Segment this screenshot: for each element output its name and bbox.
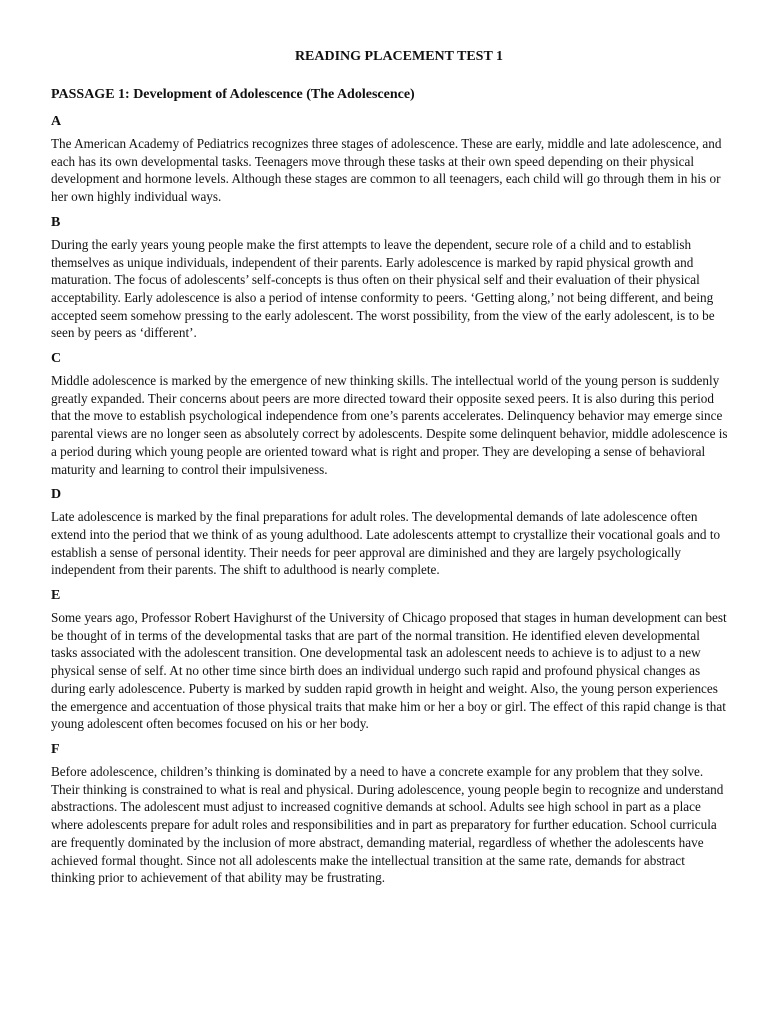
document-page: [51, 48, 729, 895]
section-paragraph: The American Academy of Pediatrics recognizes three stages of adolescence. These are early, middle and late adolescence, and each has its own developmental tasks. Teenagers move through these tasks at their own speed depending on their physical development and hormone levels. Although these stages are common to all teenagers, each child will go through them in his or her own highly individual ways.: [51, 136, 722, 205]
section-letter: D: [51, 487, 62, 503]
section-paragraph: Late adolescence is marked by the final preparations for adult roles. The developmental demands of late adolescence often extend into the period that we think of as young adulthood. Late adolescents attempt to crystallize their vocational goals and to establish a sense of personal identity. Their needs for peer approval are diminished and they are largely psychologically independent from their parents. The shift to adulthood is nearly complete.: [51, 509, 721, 578]
section-paragraph: During the early years young people make the first attempts to leave the dependent, secure role of a child and to establish themselves as unique individuals, independent of their parents. Early adolescence is marked by rapid physical growth and maturation. The focus of adolescents’ self-concepts is thus often on their physical self and their evaluation of their physical acceptability. Early adolescence is also a period of intense conformity to peers. ‘Getting along,’ not being different, and being accepted seem somehow pressing to the early adolescent. The worst possibility, from the view of the early adolescent, is to be seen by peers as ‘different’.: [51, 236, 715, 341]
section-paragraph: Before adolescence, children’s thinking is dominated by a need to have a concrete example for any problem that they solve. Their thinking is constrained to what is real and physical. During adolescence, young people begin to recognize and understand abstractions. The adolescent must adjust to increased cognitive demands at school. Adults see high school in part as a place where adolescents prepare for adult roles and responsibilities and in part as preparatory for further education. School curricula are frequently dominated by the inclusion of more abstract, demanding material, regardless of whether the adolescents have achieved formal thought. Since not all adolescents make the intellectual transition at the same rate, demands for abstract thinking prior to achievement of that ability may be frustrating.: [51, 763, 724, 886]
section-b: [51, 214, 729, 342]
section-letter: C: [51, 351, 62, 367]
section-letter: E: [51, 588, 61, 604]
section-a: [51, 113, 729, 206]
passage-title: PASSAGE 1: Development of Adolescence (The Adolescence): [51, 87, 415, 102]
section-e: [51, 587, 729, 733]
section-f: [51, 741, 729, 887]
section-c: [51, 350, 729, 478]
section-letter: A: [51, 114, 62, 129]
section-d: [51, 486, 729, 579]
section-letter: F: [51, 741, 60, 757]
section-paragraph: Some years ago, Professor Robert Havighurst of the University of Chicago proposed that stages in human development can best be thought of in terms of the developmental tasks that are part of the normal transition. He identified eleven developmental tasks associated with the adolescent transition. One developmental task an adolescent needs to achieve is to adjust to a new physical sense of self. At no other time since birth does an individual undergo such rapid and profound physical changes as during early adolescence. Puberty is marked by sudden rapid growth in height and weight. Also, the young person experiences the emergence and accentuation of those physical traits that make him or her a boy or girl. The effect of this rapid change is that young adolescent often becomes focused on his or her body.: [51, 610, 727, 732]
document-title: READING PLACEMENT TEST 1: [294, 49, 504, 64]
section-letter: B: [51, 214, 61, 230]
section-paragraph: Middle adolescence is marked by the emergence of new thinking skills. The intellectual world of the young person is suddenly greatly expanded. Their concerns about peers are more directed toward their opposite sexed peers. It is also during this period that the move to establish psychological independence from one’s parents accelerates. Delinquency behavior may emerge since parental views are no longer seen as absolutely correct by adolescents. Despite some delinquent behavior, middle adolescence is a period during which young people are oriented toward what is right and proper. They are developing a sense of behavioral maturity and learning to control their impulsiveness.: [51, 373, 728, 477]
